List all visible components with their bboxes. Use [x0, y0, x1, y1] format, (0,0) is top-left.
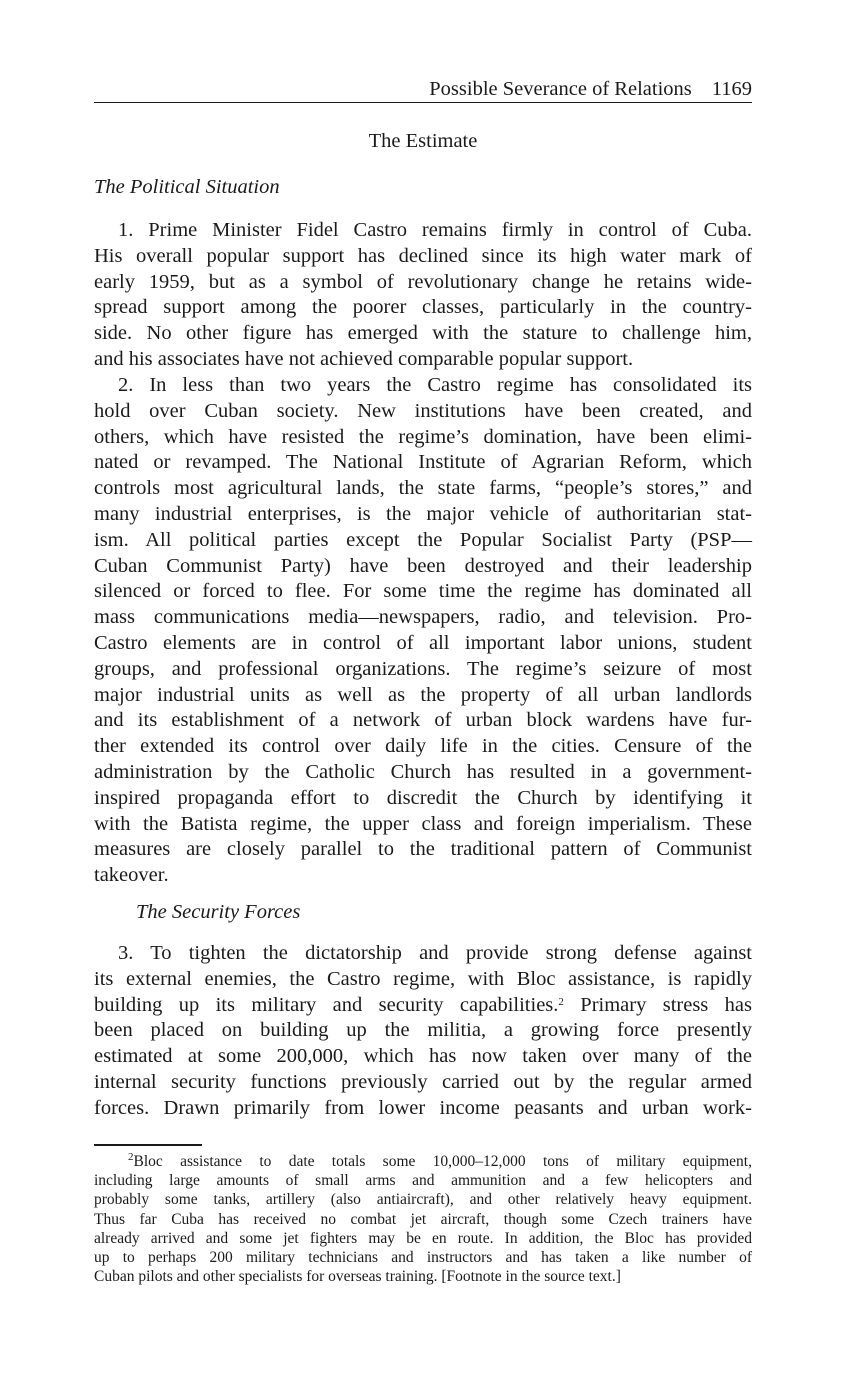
- text-line: estimated at some 200,000, which has now taken over many of the: [94, 1045, 752, 1068]
- footnote-line: including large amounts of small arms and ammunition and a few helicopters and: [94, 1172, 752, 1190]
- paragraph-2: [94, 373, 752, 889]
- text-line: 3. To tighten the dictatorship and provide strong defense against: [118, 942, 752, 964]
- text-line: side. No other figure has emerged with the stature to challenge him,: [94, 322, 752, 345]
- text-line: takeover.: [94, 864, 169, 887]
- footnote-line: probably some tanks, artillery (also antiaircraft), and other relatively heavy equipment.: [94, 1191, 752, 1209]
- text-line: 1. Prime Minister Fidel Castro remains firmly in control of Cuba.: [118, 219, 752, 241]
- footnote: [94, 1152, 752, 1286]
- footnote-divider: [94, 1144, 202, 1146]
- paragraph-1: [94, 218, 752, 373]
- text-line: been placed on building up the militia, a growing force presently: [94, 1019, 752, 1042]
- text-line: inspired propaganda effort to discredit the Church by identifying it: [94, 786, 752, 809]
- text-line: forces. Drawn primarily from lower income peasants and urban work-: [94, 1096, 752, 1119]
- text-line: spread support among the poorer classes, particularly in the country-: [94, 296, 752, 319]
- text-line: ism. All political parties except the Popular Socialist Party (PSP—: [94, 528, 752, 551]
- text-line: Castro elements are in control of all important labor unions, student: [94, 631, 752, 654]
- text-line: hold over Cuban society. New institutions have been created, and: [94, 399, 752, 422]
- text-line: Cuban Communist Party) have been destroyed and their leadership: [94, 554, 752, 577]
- text-line: major industrial units as well as the property of all urban landlords: [94, 683, 752, 706]
- section-heading-security: The Security Forces: [136, 901, 301, 923]
- text-line: controls most agricultural lands, the state farms, “people’s stores,” and: [94, 477, 752, 500]
- footnote-line: Thus far Cuba has received no combat jet aircraft, though some Czech trainers have: [94, 1210, 752, 1228]
- footnote-line: Cuban pilots and other specialists for overseas training. [Footnote in the source text.]: [94, 1268, 621, 1286]
- text-line: silenced or forced to flee. For some time the regime has dominated all: [94, 580, 752, 603]
- text-segment: Bloc assistance to date totals some 10,000–12,000 tons of military equipment,: [133, 1153, 752, 1170]
- text-line: administration by the Catholic Church has resulted in a government-: [94, 760, 752, 783]
- text-line: and his associates have not achieved comparable popular support.: [94, 347, 634, 370]
- text-line: groups, and professional organizations. The regime’s seizure of most: [94, 657, 752, 680]
- footnote-line: already arrived and some jet fighters may be en route. In addition, the Bloc has provided: [94, 1229, 752, 1247]
- text-segment: building up its military and security capabilities.: [94, 993, 559, 1016]
- running-head-title: Possible Severance of Relations: [429, 78, 692, 100]
- text-line: nated or revamped. The National Institute of Agrarian Reform, which: [94, 451, 752, 474]
- text-line: early 1959, but as a symbol of revolutionary change he retains wide-: [94, 270, 752, 293]
- text-line: measures are closely parallel to the traditional pattern of Communist: [94, 838, 752, 861]
- text-line: His overall popular support has declined since its high water mark of: [94, 244, 752, 267]
- text-line: ther extended its control over daily life in the cities. Censure of the: [94, 735, 752, 758]
- document-title: The Estimate: [368, 130, 478, 152]
- text-line: others, which have resisted the regime’s domination, have been elimi-: [94, 425, 752, 448]
- text-line: mass communications media—newspapers, radio, and television. Pro-: [94, 606, 752, 629]
- text-line: many industrial enterprises, is the major vehicle of authoritarian stat-: [94, 502, 752, 525]
- running-head: [94, 76, 752, 103]
- text-segment: Primary stress has: [563, 993, 752, 1016]
- footnote-line: [94, 1152, 752, 1171]
- page-number: 1169: [711, 78, 752, 100]
- paragraph-3: [94, 941, 752, 1122]
- text-line-with-footnote-ref: [94, 993, 752, 1019]
- footnote-reference[interactable]: 2: [558, 995, 564, 1008]
- text-line: 2. In less than two years the Castro regime has consolidated its: [118, 374, 752, 396]
- text-line: with the Batista regime, the upper class and foreign imperialism. These: [94, 812, 752, 835]
- text-line: internal security functions previously carried out by the regular armed: [94, 1070, 752, 1093]
- section-heading-political: The Political Situation: [94, 176, 280, 198]
- text-line: its external enemies, the Castro regime, with Bloc assistance, is rapidly: [94, 967, 752, 990]
- footnote-line: up to perhaps 200 military technicians and instructors and has taken a like number of: [94, 1249, 752, 1267]
- text-line: and its establishment of a network of urban block wardens have fur-: [94, 709, 752, 732]
- footnote-marker: 2: [128, 1151, 134, 1163]
